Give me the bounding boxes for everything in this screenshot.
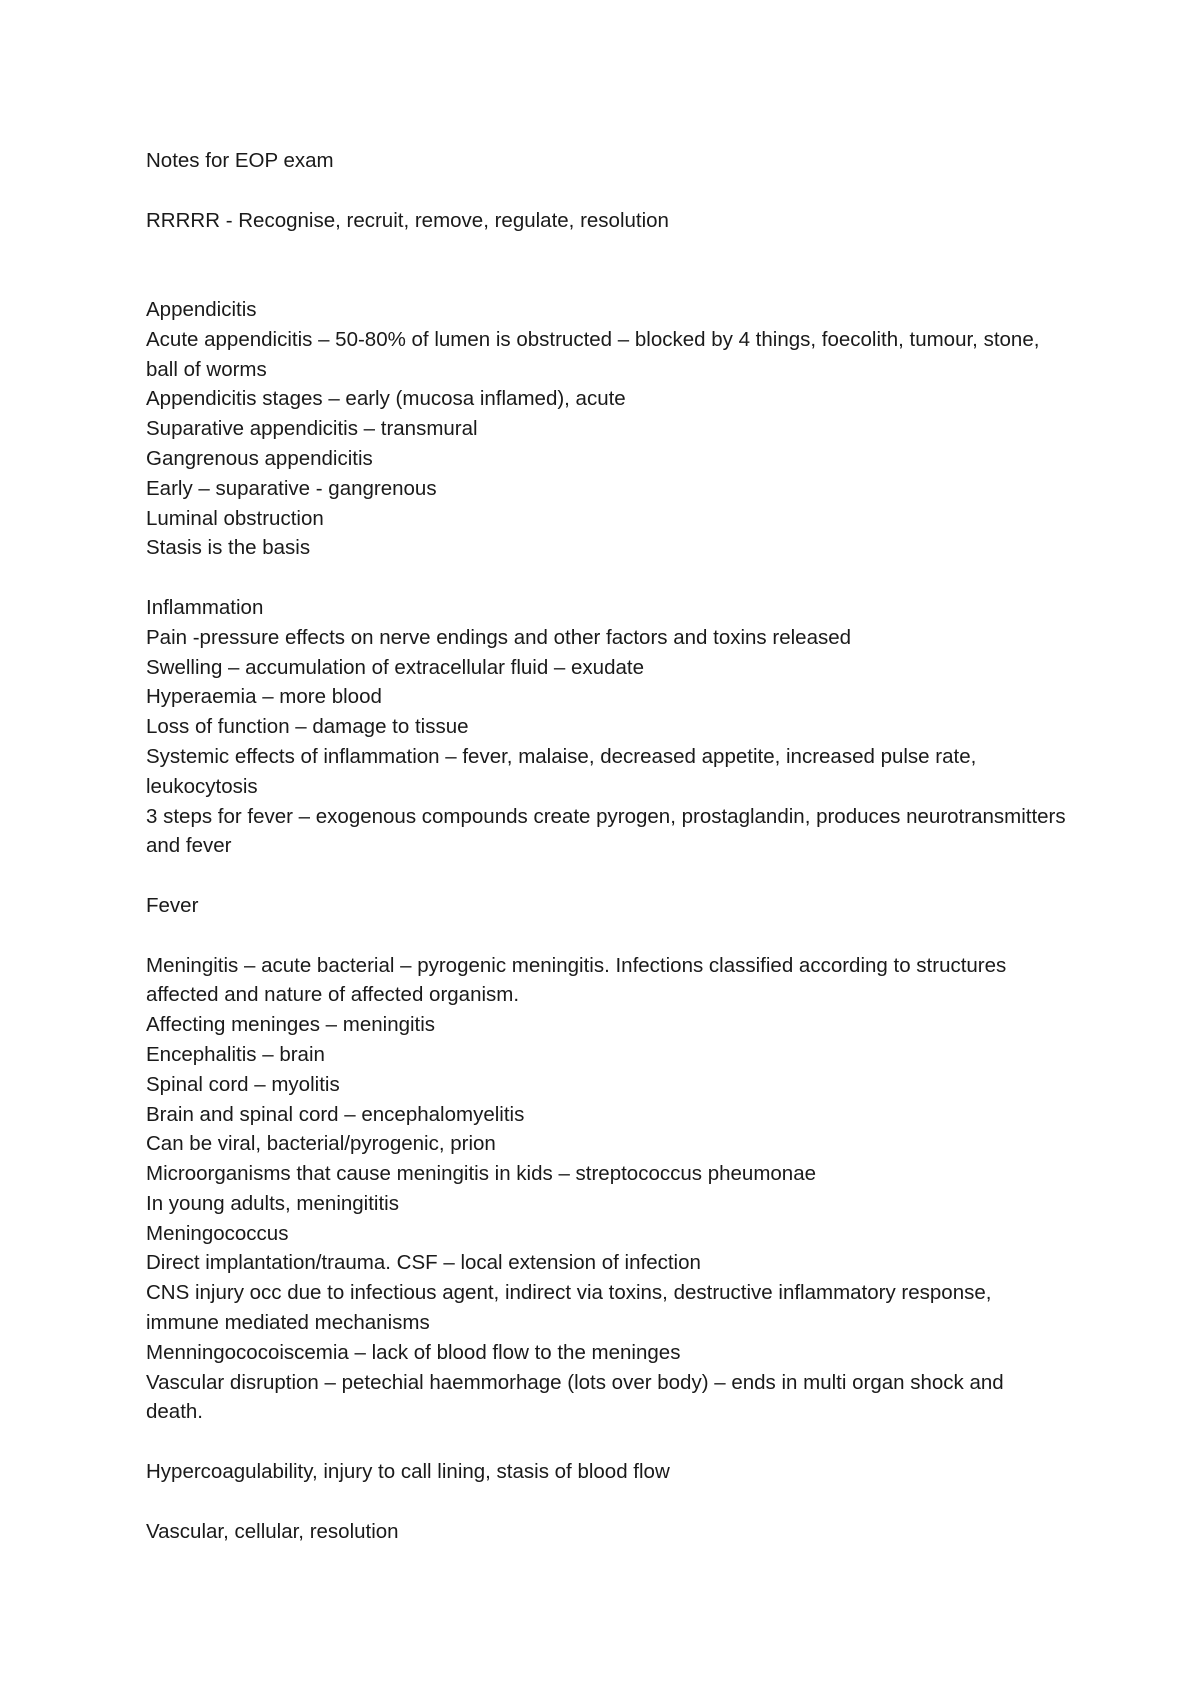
spacer xyxy=(146,1427,1066,1457)
note-line: Spinal cord – myolitis xyxy=(146,1072,340,1096)
spacer xyxy=(146,861,1066,891)
spacer xyxy=(146,235,1066,295)
note-line: Suparative appendicitis – transmural xyxy=(146,417,478,441)
note-line: Meningococcus xyxy=(146,1221,289,1245)
section-heading-fever: Fever xyxy=(146,893,199,917)
intro-line: RRRRR - Recognise, recruit, remove, regulate, resolution xyxy=(146,208,669,232)
note-line: Microorganisms that cause meningitis in kids – streptococcus pheumonae xyxy=(146,1162,816,1186)
note-line: Menningococoiscemia – lack of blood flow to the meninges xyxy=(146,1340,681,1364)
note-line: Can be viral, bacterial/pyrogenic, prion xyxy=(146,1132,496,1156)
spacer xyxy=(146,176,1066,206)
note-line: Stasis is the basis xyxy=(146,536,311,560)
note-line: Swelling – accumulation of extracellular fluid – exudate xyxy=(146,655,644,679)
note-line: Acute appendicitis – 50-80% of lumen is obstructed – blocked by 4 things, foecolith, tumour, stone, ball of worms xyxy=(146,327,1040,381)
note-line: Early – suparative - gangrenous xyxy=(146,476,437,500)
spacer xyxy=(146,563,1066,593)
section-heading-inflammation: Inflammation xyxy=(146,595,264,619)
note-line: Meningitis – acute bacterial – pyrogenic meningitis. Infections classified according to structures affected and nature of affected organism. xyxy=(146,953,1007,1007)
section-heading-appendicitis: Appendicitis xyxy=(146,297,257,321)
note-line: Brain and spinal cord – encephalomyelitis xyxy=(146,1102,525,1126)
note-line: Gangrenous appendicitis xyxy=(146,446,373,470)
note-line: CNS injury occ due to infectious agent, indirect via toxins, destructive inflammatory response, immune mediated mechanisms xyxy=(146,1281,992,1335)
note-line: Appendicitis stages – early (mucosa inflamed), acute xyxy=(146,387,626,411)
note-line: Hypercoagulability, injury to call lining, stasis of blood flow xyxy=(146,1460,670,1484)
note-line: Affecting meninges – meningitis xyxy=(146,1013,436,1037)
note-line: Hyperaemia – more blood xyxy=(146,685,382,709)
spacer xyxy=(146,921,1066,951)
document-body xyxy=(146,146,1066,1546)
note-line: Vascular disruption – petechial haemmorhage (lots over body) – ends in multi organ shock and death. xyxy=(146,1370,1004,1424)
note-line: 3 steps for fever – exogenous compounds create pyrogen, prostaglandin, produces neurotransmitters and fever xyxy=(146,804,1066,858)
note-line: Vascular, cellular, resolution xyxy=(146,1519,399,1543)
note-line: Systemic effects of inflammation – fever, malaise, decreased appetite, increased pulse rate, leukocytosis xyxy=(146,744,977,798)
spacer xyxy=(146,1487,1066,1517)
note-line: Encephalitis – brain xyxy=(146,1042,325,1066)
note-line: Loss of function – damage to tissue xyxy=(146,715,469,739)
document-title: Notes for EOP exam xyxy=(146,149,334,172)
note-line: Pain -pressure effects on nerve endings and other factors and toxins released xyxy=(146,625,852,649)
note-line: Direct implantation/trauma. CSF – local extension of infection xyxy=(146,1251,701,1275)
note-line: In young adults, meningititis xyxy=(146,1191,399,1215)
note-line: Luminal obstruction xyxy=(146,506,324,530)
